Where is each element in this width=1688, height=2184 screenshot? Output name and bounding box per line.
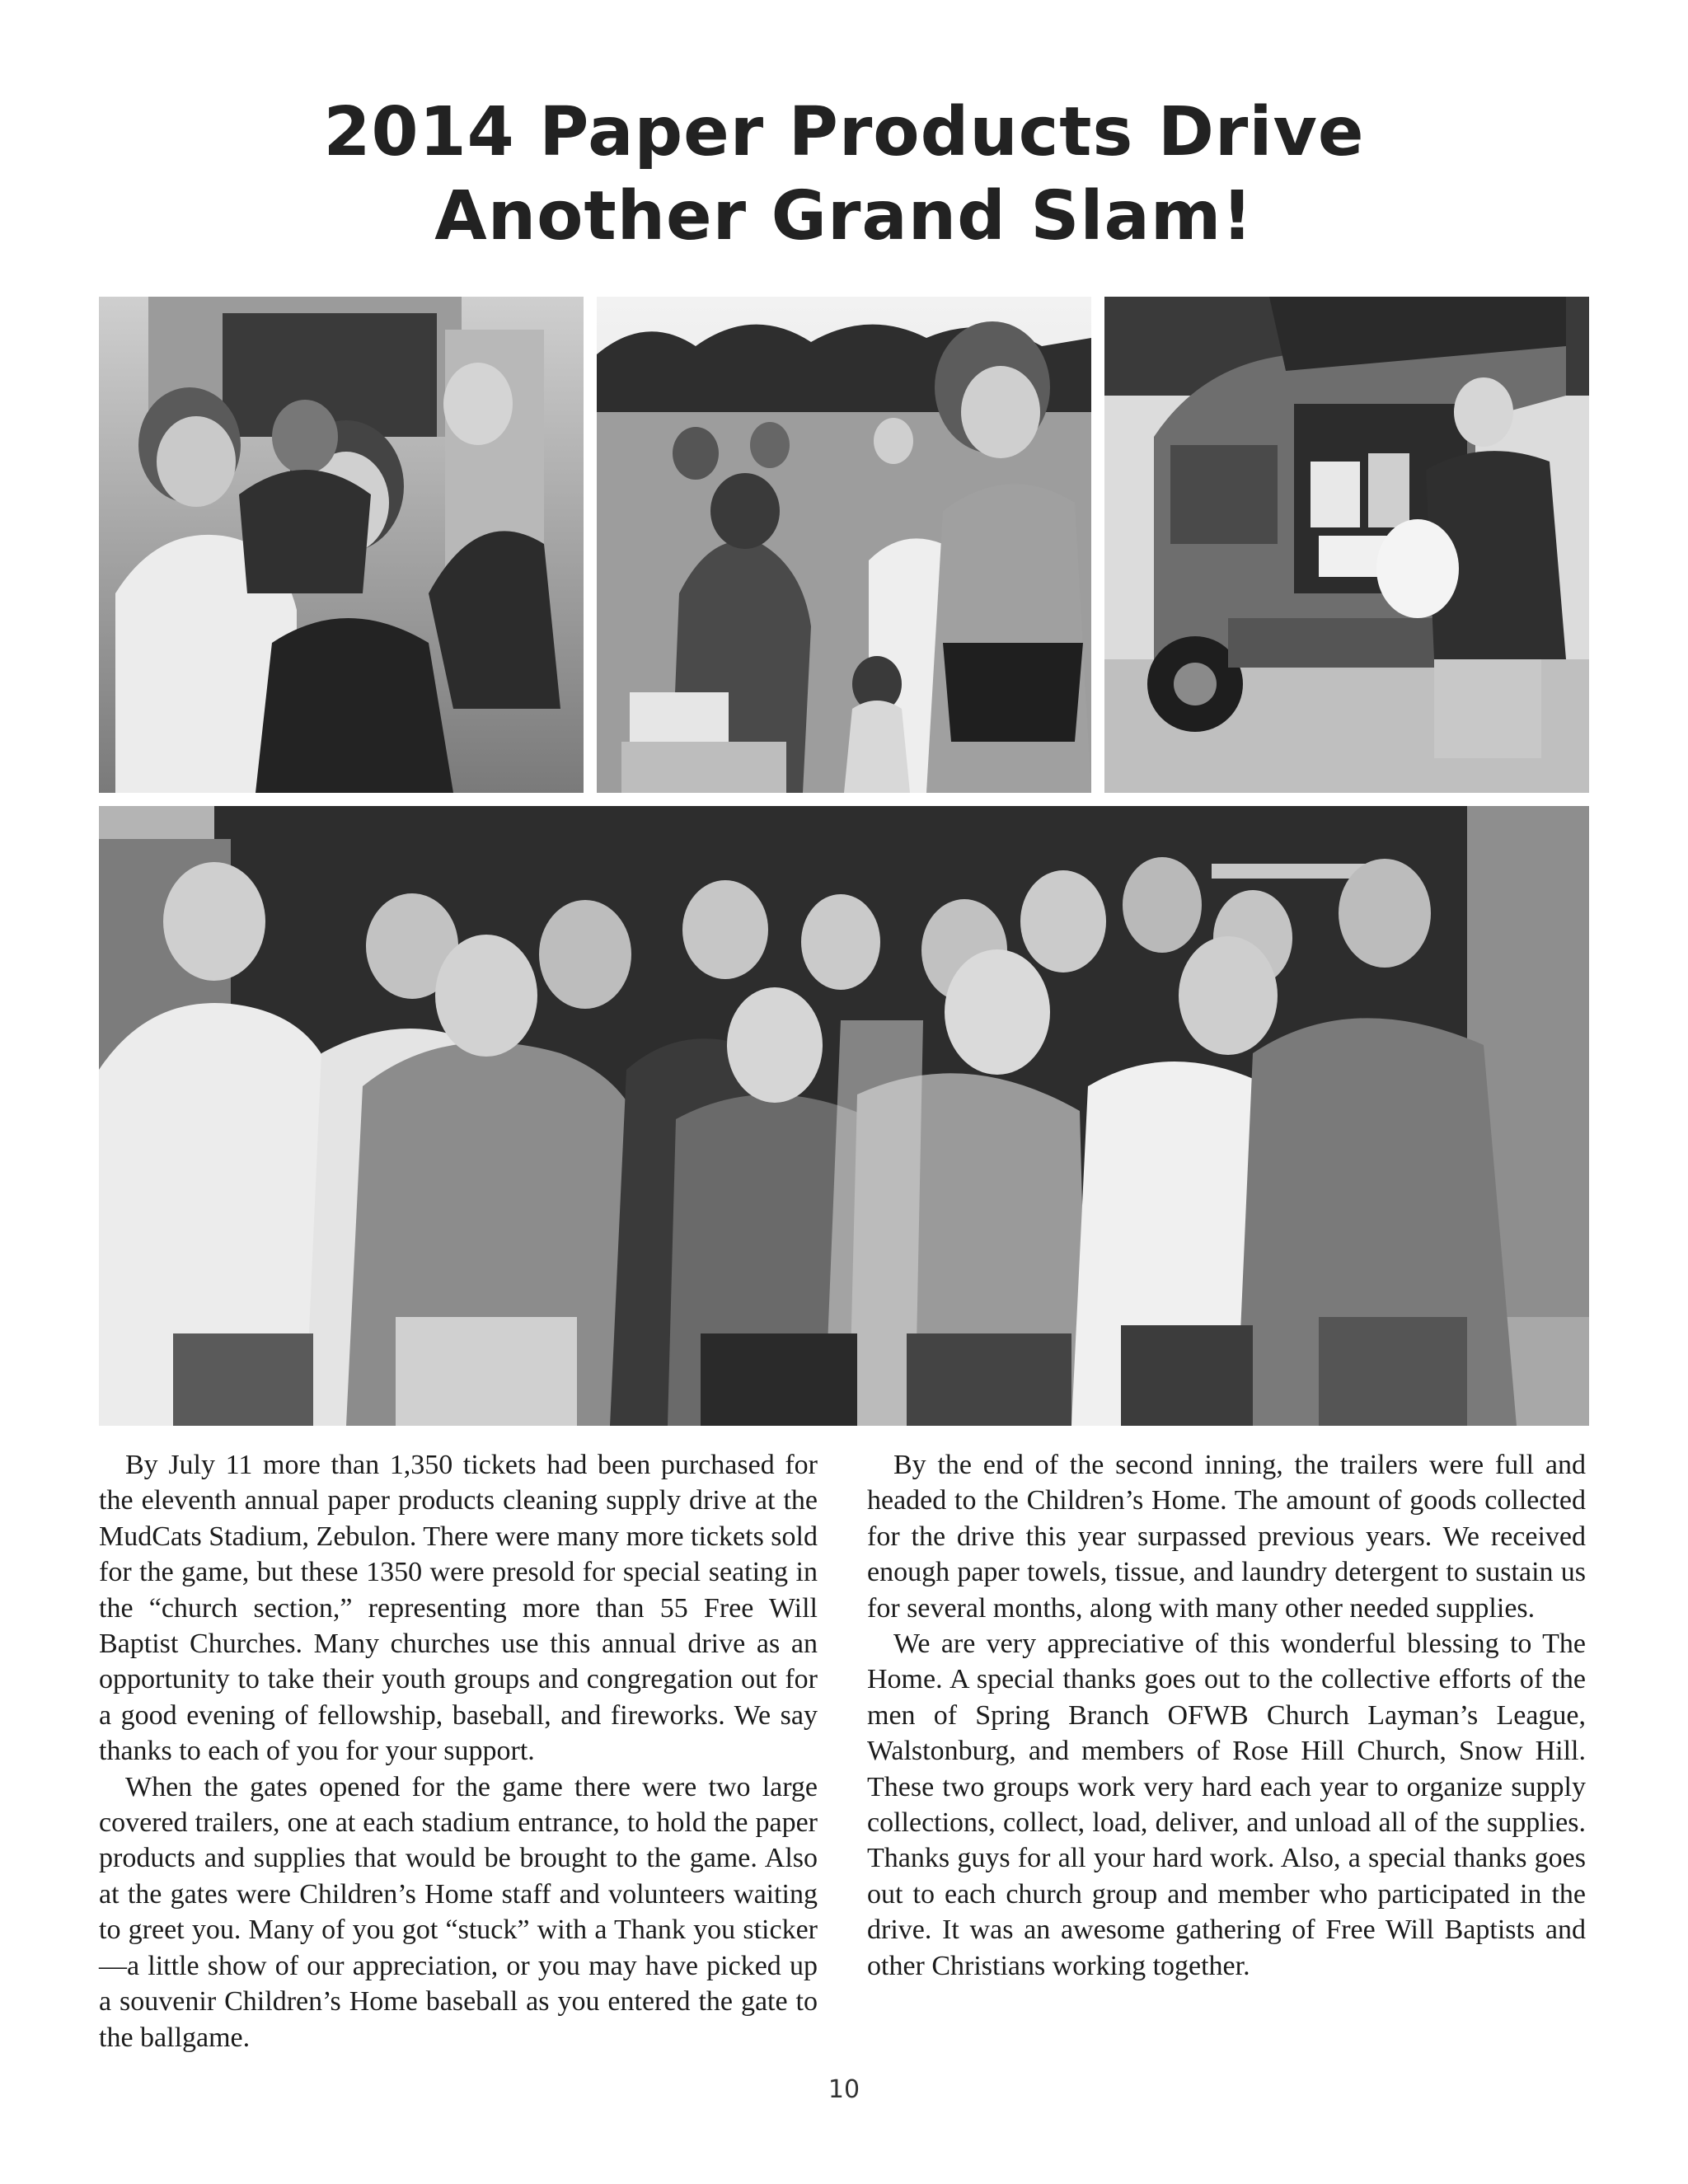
photo-volunteers-greeting [99, 297, 584, 793]
page-title [0, 91, 1688, 259]
photo-crowd-at-gate [597, 297, 1091, 793]
page-number: 10 [828, 2075, 860, 2104]
article-left-column [99, 1447, 818, 2055]
article-paragraph: When the gates opened for the game there were two large covered trailers, one at each stadium entrance, to hold the paper products and supplies that would be brought to the game. Also at the gates were Children’s Home staff and volunteers waiting to greet you. Many of you got “stuck” with a Thank you sticker—a little show of our appreciation, or you may have picked up a souvenir Children’s Home baseball as you entered the gate to the ballgame. [99, 1771, 818, 2053]
photo-group-of-volunteers [99, 806, 1589, 1426]
article-paragraph: By July 11 more than 1,350 tickets had been purchased for the eleventh annual paper products cleaning supply drive at the MudCats Stadium, Zebulon. There were many more tickets sold for the game, but these 1350 were presold for special seating in the “church section,” representing more than 55 Free Will Baptist Churches. Many churches use this annual drive as an opportunity to take their youth groups and congregation out for a good evening of fellowship, baseball, and fireworks. We say thanks to each of you for your support. [99, 1450, 818, 1767]
photo-unloading-suv [1104, 297, 1589, 793]
article-right-column [867, 1447, 1586, 1984]
article-paragraph: We are very appreciative of this wonderful blessing to The Home. A special thanks goes out to the collective efforts of the men of Spring Branch OFWB Church Layman’s League, Walstonburg, and members of Rose Hill Church, Snow Hill. These two groups work very hard each year to organize supply collections, collect, load, deliver, and unload all of the supplies. Thanks guys for all your hard work. Also, a special thanks goes out to each church group and member who participated in the drive. It was an awesome gathering of Free Will Baptists and other Christians working together. [867, 1629, 1586, 1981]
title-line-2: Another Grand Slam! [434, 177, 1254, 255]
title-line-1: 2014 Paper Products Drive [323, 93, 1365, 171]
article-paragraph: By the end of the second inning, the trailers were full and headed to the Children’s Home. The amount of goods collected for the drive this year surpassed previous years. We received enough paper towels, tissue, and laundry detergent to sustain us for several months, along with many other needed supplies. [867, 1450, 1586, 1624]
